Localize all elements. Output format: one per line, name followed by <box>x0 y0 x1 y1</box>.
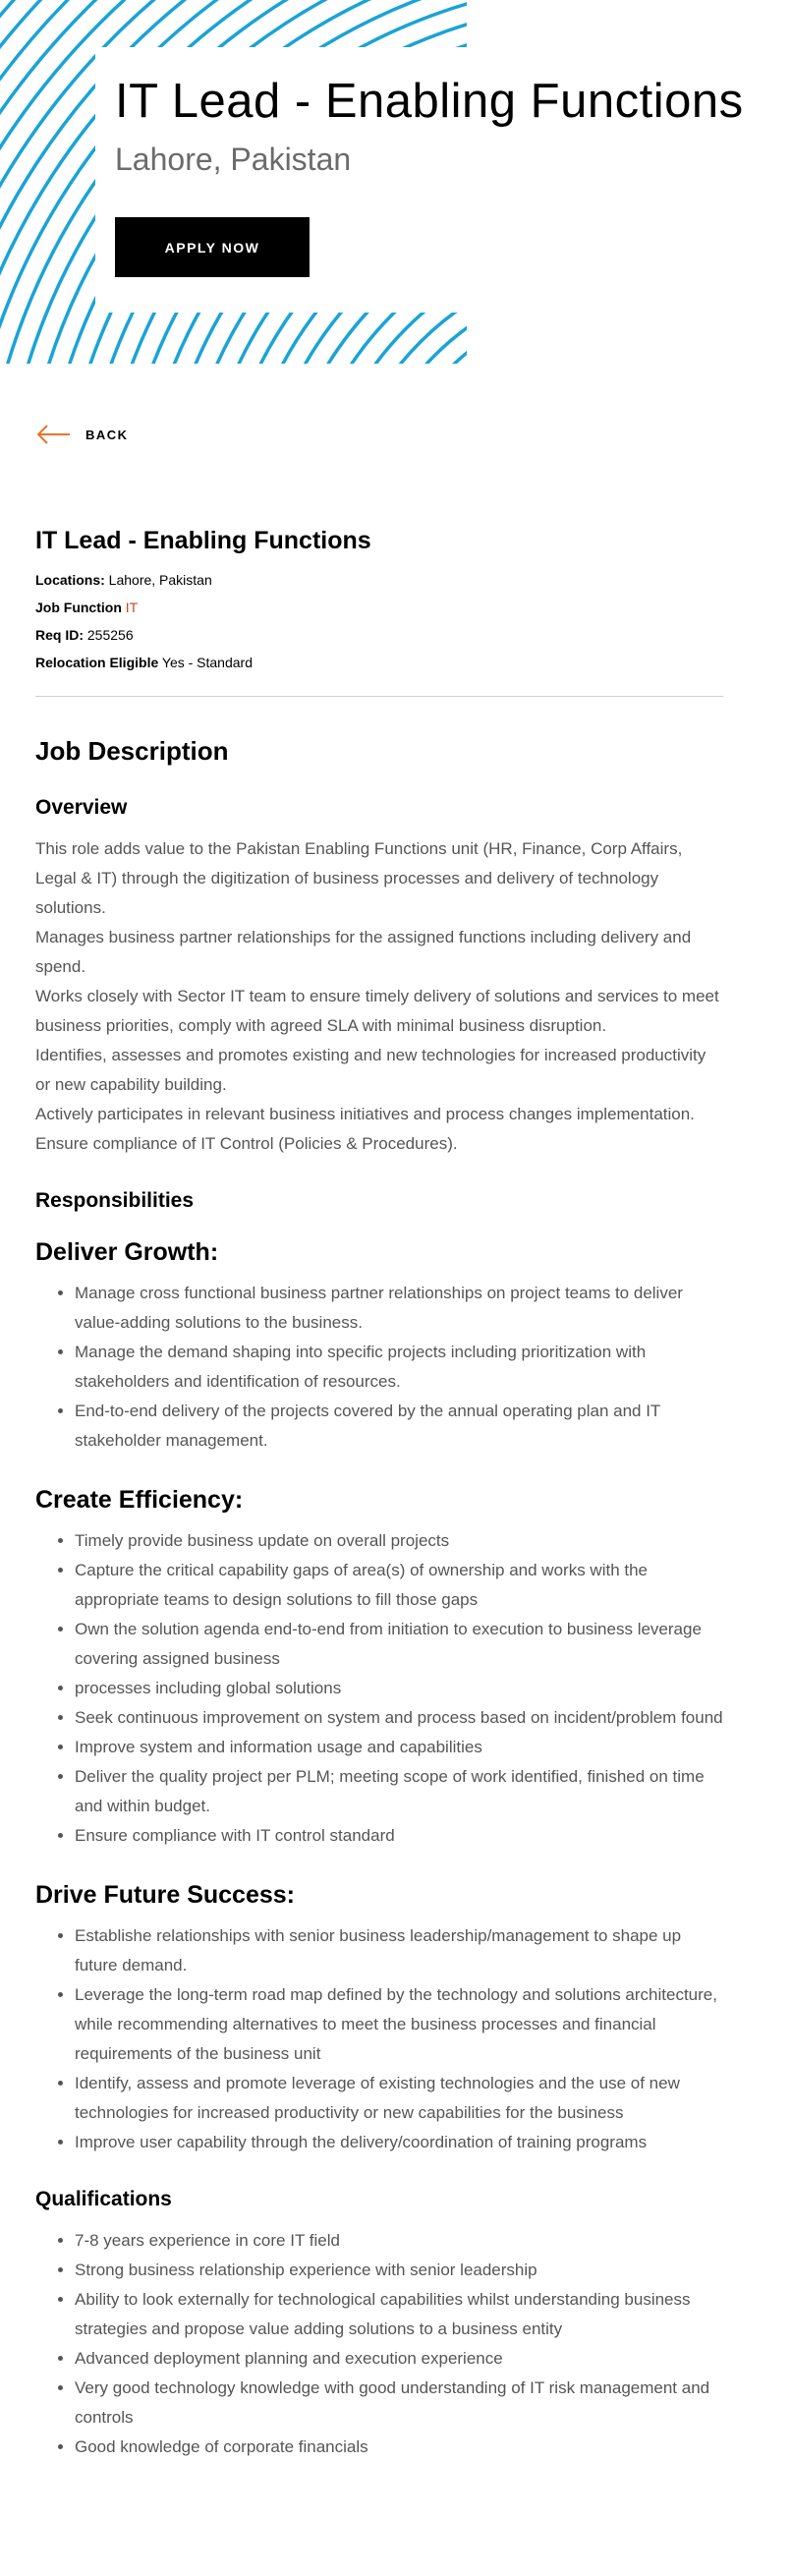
drive-future-success-list <box>35 1921 723 2157</box>
back-label: BACK <box>85 427 129 442</box>
relocation-value: Yes - Standard <box>161 655 253 670</box>
overview-heading: Overview <box>35 796 128 819</box>
list-item: • Ensure compliance with IT control standard <box>75 1821 723 1851</box>
overview-paragraph: Ensure compliance of IT Control (Policies & Procedures). <box>35 1134 458 1153</box>
meta-req-id <box>35 621 723 649</box>
list-item: • Manage the demand shaping into specific projects including prioritization with stakeholders and identification of resources. <box>75 1338 723 1397</box>
list-item: • Ability to look externally for technological capabilities whilst understanding business strategies and propose value adding solutions to a business entity <box>75 2285 723 2344</box>
list-item: • Improve user capability through the delivery/coordination of training programs <box>75 2128 723 2157</box>
locations-value: Lahore, Pakistan <box>108 572 212 588</box>
locations-label: Locations: <box>35 572 105 588</box>
list-item: • Establishe relationships with senior business leadership/management to shape up future demand. <box>75 1921 723 1980</box>
list-item: • Deliver the quality project per PLM; meeting scope of work identified, finished on time and within budget. <box>75 1762 723 1821</box>
list-item: • Identify, assess and promote leverage of existing technologies and the use of new technologies for increased productivity or new capabilities for the business <box>75 2069 723 2128</box>
job-title: IT Lead - Enabling Functions <box>35 527 371 554</box>
job-function-value: IT <box>125 600 139 615</box>
overview-paragraph: Identifies, assesses and promotes existing and new technologies for increased productivity or new capability building. <box>35 1046 706 1094</box>
list-item: • Manage cross functional business partner relationships on project teams to deliver value-adding solutions to the business. <box>75 1279 723 1338</box>
page-title: IT Lead - Enabling Functions <box>115 75 744 128</box>
list-item: • Strong business relationship experience with senior leadership <box>75 2256 723 2285</box>
overview-text <box>35 834 723 1159</box>
qualifications-heading: Qualifications <box>35 2188 172 2210</box>
overview-paragraph: This role adds value to the Pakistan Enabling Functions unit (HR, Finance, Corp Affairs, Legal & IT) through the digitization of business processes and delivery of technology solutions. <box>35 839 683 917</box>
list-item: • processes including global solutions <box>75 1674 723 1703</box>
back-link[interactable] <box>35 423 129 446</box>
overview-paragraph: Actively participates in relevant business initiatives and process changes implementation. <box>35 1105 695 1123</box>
list-item: • Seek continuous improvement on system and process based on incident/problem found <box>75 1703 723 1733</box>
responsibilities-heading: Responsibilities <box>35 1189 195 1212</box>
list-item: • Good knowledge of corporate financials <box>75 2433 723 2462</box>
req-id-value: 255256 <box>86 627 134 643</box>
overview-paragraph: Manages business partner relationships for the assigned functions including delivery and spend. <box>35 928 692 976</box>
meta-job-function <box>35 594 723 621</box>
list-item: • Very good technology knowledge with good understanding of IT risk management and controls <box>75 2374 723 2433</box>
section-heading-create-efficiency: Create Efficiency: <box>35 1486 244 1514</box>
qualifications-list <box>35 2226 723 2462</box>
list-item: • Capture the critical capability gaps of area(s) of ownership and works with the appropriate teams to design solutions to fill those gaps <box>75 1556 723 1615</box>
meta-locations <box>35 566 723 594</box>
hero-location: Lahore, Pakistan <box>115 142 352 177</box>
list-item: • Own the solution agenda end-to-end from initiation to execution to business leverage covering assigned business <box>75 1615 723 1674</box>
list-item: • End-to-end delivery of the projects covered by the annual operating plan and IT stakeholder management. <box>75 1397 723 1456</box>
list-item: • Advanced deployment planning and execution experience <box>75 2344 723 2374</box>
section-heading-drive-future-success: Drive Future Success: <box>35 1881 295 1909</box>
job-function-label: Job Function <box>35 600 122 615</box>
meta-relocation <box>35 649 723 676</box>
req-id-label: Req ID: <box>35 627 84 643</box>
overview-paragraph: Works closely with Sector IT team to ensure timely delivery of solutions and services to meet business priorities, comply with agreed SLA with minimal business disruption. <box>35 987 719 1035</box>
hero-banner <box>0 0 791 364</box>
deliver-growth-list <box>35 1279 723 1456</box>
list-item: • 7-8 years experience in core IT field <box>75 2226 723 2256</box>
list-item: • Improve system and information usage and capabilities <box>75 1733 723 1762</box>
divider <box>35 696 723 697</box>
apply-now-button[interactable]: APPLY NOW <box>115 217 310 277</box>
create-efficiency-list <box>35 1526 723 1851</box>
list-item: • Leverage the long-term road map defined by the technology and solutions architecture, while recommending alternatives to meet the business processes and financial requirements of the business unit <box>75 1980 723 2069</box>
section-heading-deliver-growth: Deliver Growth: <box>35 1238 219 1266</box>
job-description-heading: Job Description <box>35 736 229 766</box>
arrow-left-icon <box>35 423 71 446</box>
list-item: • Timely provide business update on overall projects <box>75 1526 723 1556</box>
job-details <box>35 521 723 2490</box>
relocation-label: Relocation Eligible <box>35 655 159 670</box>
